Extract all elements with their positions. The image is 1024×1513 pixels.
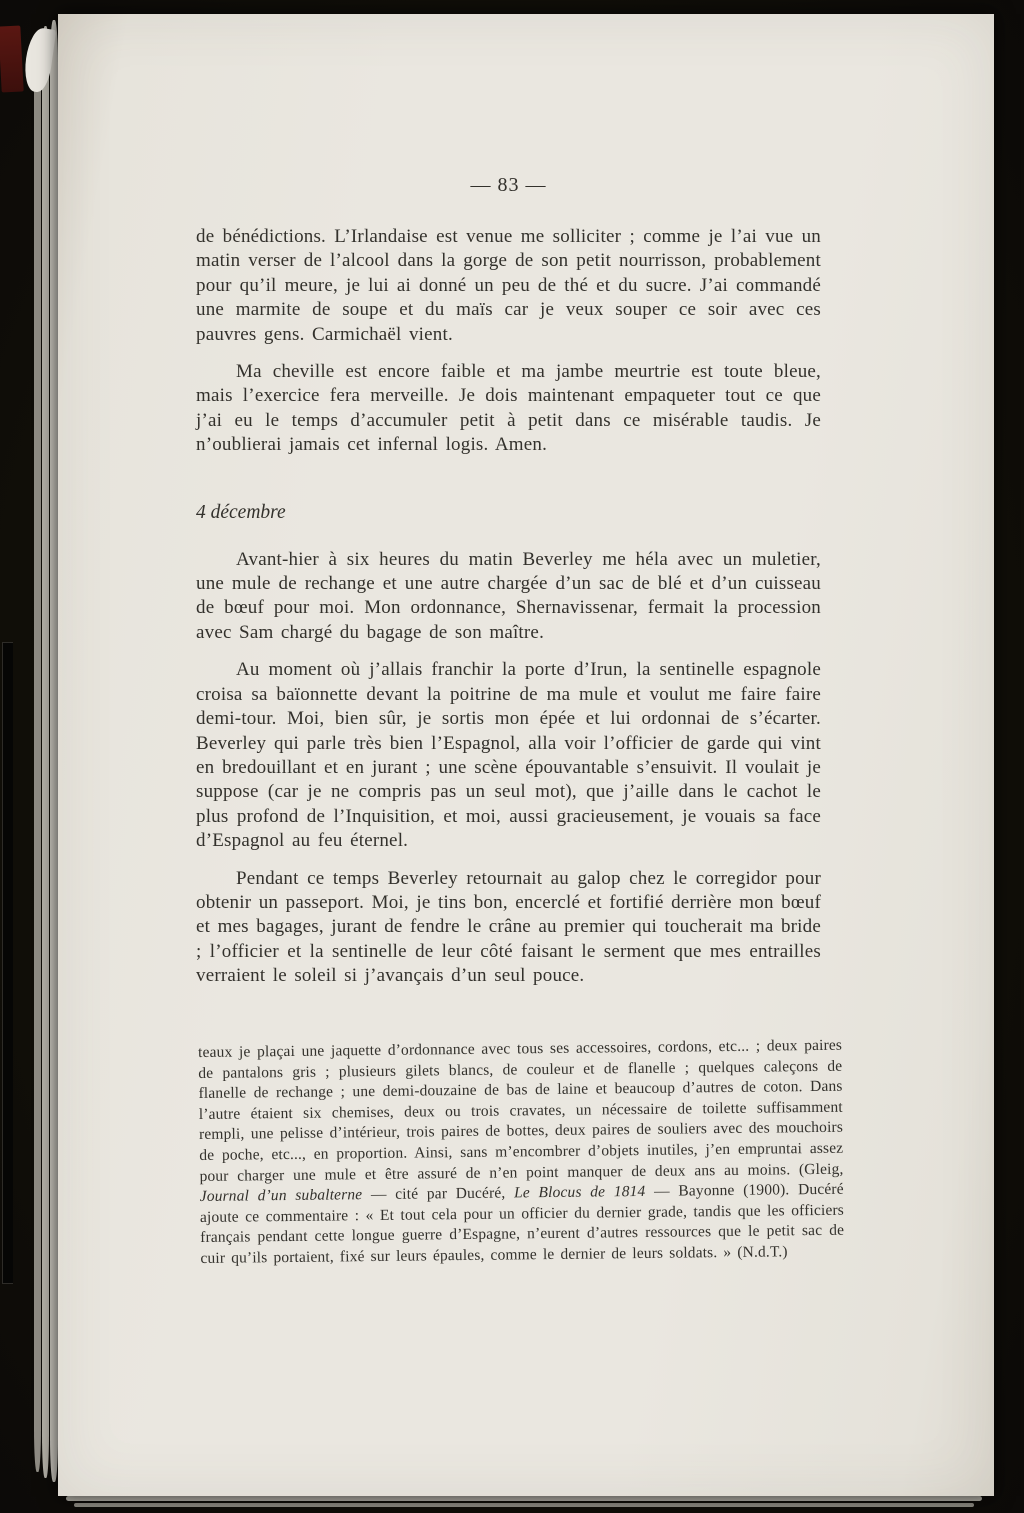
book-page <box>58 14 994 1496</box>
footnote-segment: — Bayonne (1900). Ducéré ajoute ce commentaire : « Et tout cela pour un officier du dernier grade, tandis que les officiers français pendant cette longue guerre d’Espagne, n’eurent d’autres ressources que le petit sac de cuir qu’ils portaient, fixé sur leurs épaules, comme le dernier de leurs soldats. » (N.d.T.) <box>199 1180 845 1267</box>
red-binding-mark <box>0 25 24 92</box>
page-number: — 83 — <box>470 174 547 196</box>
page-edge-strip <box>34 34 41 1472</box>
footnote-citation-title: Le Blocus de 1814 <box>513 1182 646 1202</box>
body-paragraph-continuation: de bénédictions. L’Irlandaise est venue me solliciter ; comme je l’ai vue un matin verser de l’alcool dans la gorge de son petit nourrisson, probablement pour qu’il meure, je lui ai donné un peu de thé et du sucre. J’ai commandé une marmite de soupe et du maïs car je veux souper ce soir avec ces pauvres gens. Carmichaël vient. <box>196 226 821 345</box>
body-paragraph: Avant-hier à six heures du matin Beverley me héla avec un muletier, une mule de rechange et une autre chargée d’un sac de blé et d’un cuisseau de bœuf pour moi. Mon ordonnance, Shernavissenar, fermait la procession avec Sam chargé du bagage de son maître. <box>196 548 821 643</box>
body-paragraph: Au moment où j’allais franchir la porte d’Irun, la sentinelle espagnole croisa sa baïonnette devant la poitrine de ma mule et voulut me faire faire demi-tour. Moi, bien sûr, je sortis mon épée et lui ordonnai de s’écarter. Beverley qui parle très bien l’Espagnol, alla voir l’officier de garde qui vint en bredouillant et en jurant ; une scène épouvantable s’ensuivit. Il voulait je suppose (car je ne compris pas un seul mot), que j’aille dans le cachot le plus profond de l’Inquisition, et moi, aussi gracieusement, je vouais sa face d’Espagnol au feu éternel. <box>196 659 821 852</box>
page-content <box>58 14 845 1269</box>
page-edge-strip <box>50 20 58 1482</box>
page-edge-bottom <box>66 1496 982 1501</box>
body-paragraph: Pendant ce temps Beverley retournait au galop chez le corregidor pour obtenir un passeport. Moi, je tins bon, encerclé et fortifié derrière mon bœuf et mes bagages, jurant de fendre le crâne au premier qui toucherait ma bride ; l’officier et la sentinelle de leur côté faisant le serment que mes entrailles verraient le soleil si j’avançais d’un seul pouce. <box>196 867 821 987</box>
body-paragraph: Ma cheville est encore faible et ma jambe meurtrie est toute bleue, mais l’exercice fera merveille. Je dois maintenant empaqueter tout ce que j’ai eu le temps d’accumuler petit à petit dans ce misérable taudis. Je n’oublierai jamais cet infernal logis. Amen. <box>196 361 821 456</box>
footnote-citation-title: Journal d’un subalterne <box>199 1185 363 1205</box>
page-edge-bottom <box>74 1503 974 1507</box>
footnote-segment: teaux je plaçai une jaquette d’ordonnance avec tous ses accessoires, cordons, etc... ; deux paires de pantalons gris ; plusieurs gilets blancs, de couleur et de flanelle ; quelques caleçons de flanelle de rechange ; une demi-douzaine de bas de laine et beaucoup d’autres de coton. Dans l’autre étaient six chemises, deux ou trois cravates, un nécessaire de toilette suffisamment rempli, une pelisse d’intérieur, trois paires de bottes, deux paires de souliers avec des mouchoirs de poche, etc..., en proportion. Ainsi, sans m’encombrer d’objets inutiles, j’en empruntai assez pour charger une mule et être assuré de n’en point manquer de deux ans au moins. (Gleig, <box>198 1036 844 1185</box>
date-heading: 4 décembre <box>196 501 286 523</box>
page-edge-strip <box>42 26 49 1478</box>
footnote-segment: — cité par Ducéré, <box>362 1184 515 1203</box>
footnote <box>198 1035 845 1269</box>
plate-edge-shadow <box>2 642 13 1284</box>
